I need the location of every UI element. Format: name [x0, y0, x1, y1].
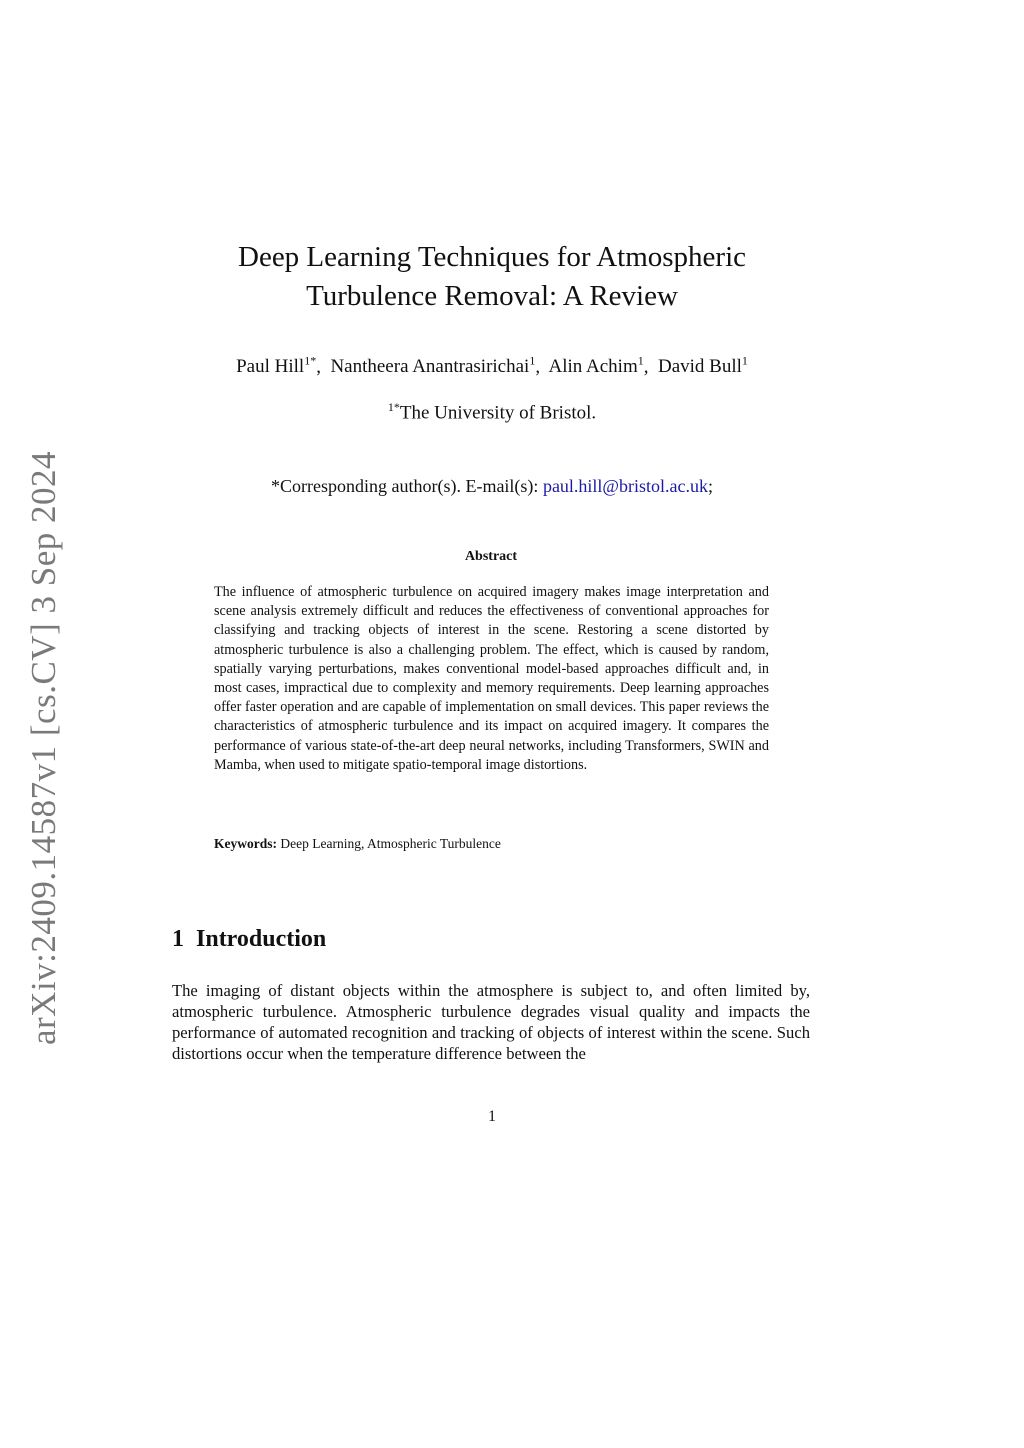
keywords-label: Keywords: — [214, 836, 277, 851]
affiliation-marker: 1* — [387, 400, 400, 414]
paper-title-line-1: Deep Learning Techniques for Atmospheric — [238, 241, 746, 273]
email-link[interactable]: paul.hill@bristol.ac.uk — [542, 476, 708, 496]
author-name: Nantheera Anantrasirichai — [330, 356, 530, 378]
section-heading — [172, 926, 326, 953]
keywords-text: Deep Learning, Atmospheric Turbulence — [280, 836, 501, 851]
author-affiliation-marker: 1* — [304, 354, 317, 368]
introduction-paragraph: The imaging of distant objects within the atmosphere is subject to, and often limited by, atmospheric turbulence. Atmospheric turbulence degrades visual quality and impacts the performance of automated recognition and tracking of objects of interest within the scene. Such distortions occur when the temperature difference between the — [172, 981, 810, 1063]
author — [236, 356, 316, 377]
author — [658, 356, 748, 377]
arxiv-identifier-stamp: arXiv:2409.14587v1 [cs.CV] 3 Sep 2024 — [24, 450, 63, 1046]
author-affiliation-marker: 1 — [637, 354, 644, 368]
author — [330, 356, 535, 377]
author-affiliation-marker: 1 — [741, 354, 748, 368]
author — [549, 356, 644, 377]
keywords-line — [214, 836, 769, 852]
author-list: Paul Hill$^{1*}$, Nantheera Anantrasirichai$^1$, Alin Achim$^1$, David Bull$^1$ — [236, 354, 748, 378]
author-name: Paul Hill — [236, 356, 305, 378]
affiliation — [150, 400, 834, 424]
abstract-heading: Abstract — [464, 549, 518, 564]
section-title: Introduction — [196, 926, 327, 952]
affiliation-name: The University of Bristol. — [399, 402, 597, 424]
section-number: 1 — [172, 926, 184, 952]
corresponding-author-label: *Corresponding author(s). E-mail(s): — [270, 476, 539, 496]
abstract-text: The influence of atmospheric turbulence on acquired imagery makes image interpretation and scene analysis extremely difficult and reduces the effectiveness of conventional approaches for classifying and tracking objects of interest in the scene. Restoring a scene distorted by atmospheric turbulence is also a challenging problem. The effect, which is caused by random, spatially varying perturbations, makes conventional model-based approaches difficult and, in most cases, impractical due to complexity and memory requirements. Deep learning approaches offer faster operation and are capable of implementation on small devices. This paper reviews the characteristics of atmospheric turbulence and its impact on acquired imagery. It compares the performance of various state-of-the-art deep neural networks, including Transformers, SWIN and Mamba, when used to mitigate spatio-temporal image distortions. — [214, 584, 769, 773]
author-affiliation-marker: 1 — [529, 354, 536, 368]
corresponding-author-line — [150, 476, 834, 497]
paper-title-line-2: Turbulence Removal: A Review — [306, 280, 678, 312]
author-name: David Bull — [657, 356, 742, 378]
paper-title — [200, 238, 784, 316]
author-name: Alin Achim — [548, 356, 638, 378]
page-number: 1 — [488, 1108, 496, 1125]
email-suffix: ; — [708, 476, 714, 496]
